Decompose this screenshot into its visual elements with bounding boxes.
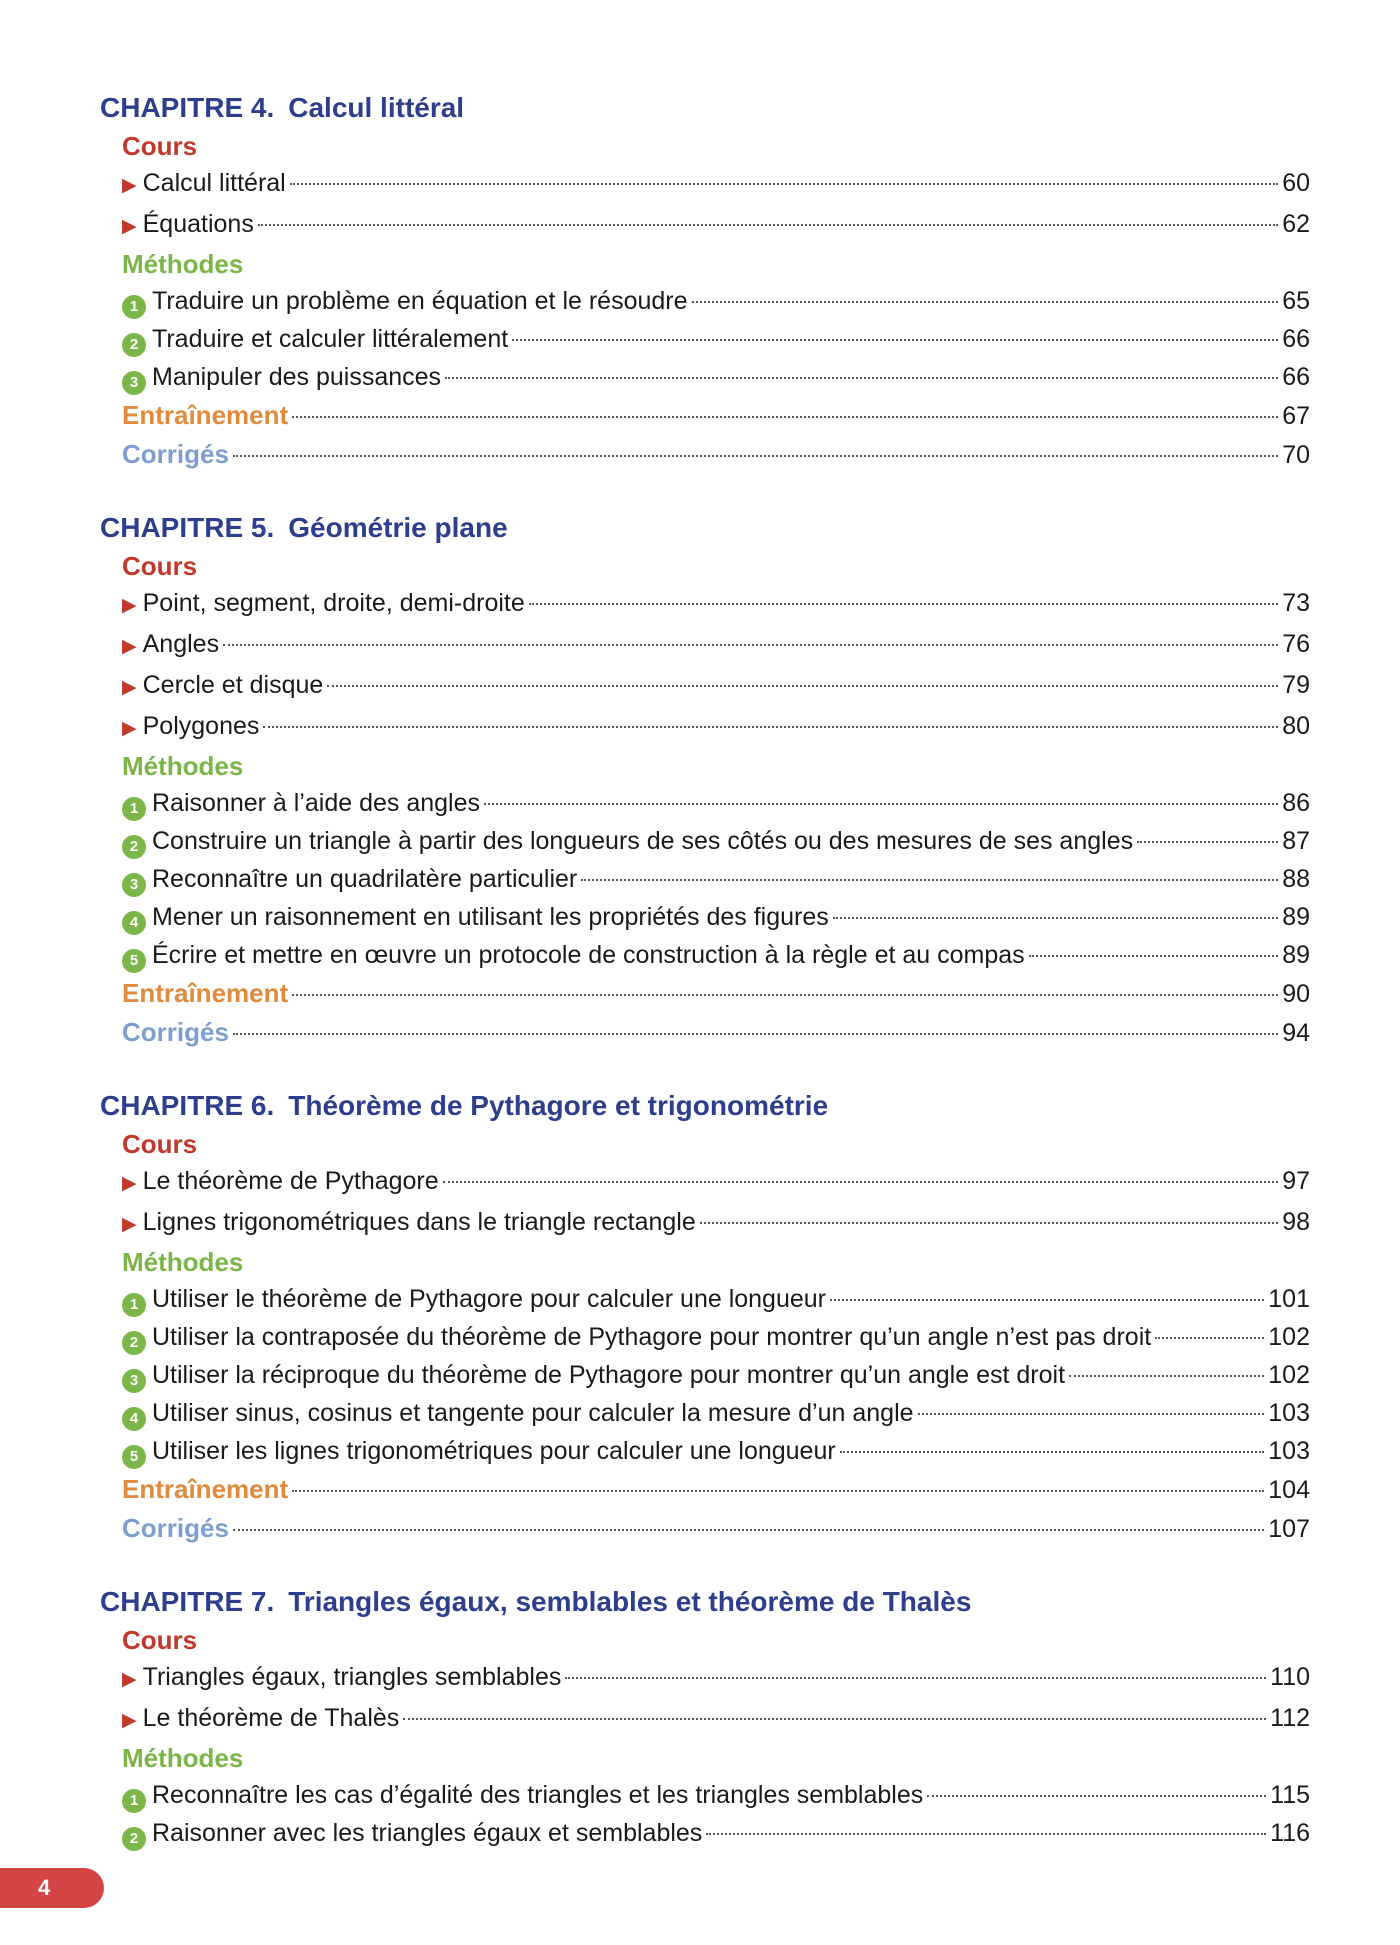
method-number-badge: 3 [122, 1369, 146, 1393]
dot-leader [529, 603, 1278, 605]
entry-label: Calcul littéral [142, 169, 286, 197]
entry-page-number: 66 [1282, 363, 1310, 391]
toc-entry[interactable] [100, 707, 1310, 748]
methodes-heading: Méthodes [122, 751, 244, 781]
dot-leader [918, 1413, 1265, 1415]
dot-leader [581, 879, 1278, 881]
toc-entry[interactable] [100, 860, 1310, 898]
triangle-bullet-icon: ▶ [122, 677, 137, 698]
dot-leader [565, 1677, 1266, 1679]
chapter-number: CHAPITRE 7. [100, 1586, 275, 1617]
toc-entry[interactable] [100, 974, 1310, 1013]
cours-heading: Cours [122, 1625, 198, 1655]
dot-leader [1029, 955, 1279, 957]
chapter-number: CHAPITRE 4. [100, 92, 275, 123]
methodes-heading: Méthodes [122, 1743, 244, 1773]
toc-entry[interactable] [100, 584, 1310, 625]
toc-entry[interactable] [100, 822, 1310, 860]
methodes-heading: Méthodes [122, 1247, 244, 1277]
table-of-contents [100, 88, 1310, 1886]
toc-entry[interactable] [100, 205, 1310, 246]
dot-leader [258, 224, 1278, 226]
dot-leader [403, 1718, 1266, 1720]
entry-label: Raisonner à l’aide des angles [152, 789, 480, 817]
toc-entry[interactable] [100, 936, 1310, 974]
toc-entry[interactable] [100, 1356, 1310, 1394]
chapter-heading [100, 88, 1310, 128]
triangle-bullet-icon: ▶ [122, 595, 137, 616]
toc-entry[interactable] [100, 320, 1310, 358]
method-number-badge: 5 [122, 1445, 146, 1469]
entry-label: Polygones [142, 712, 260, 740]
chapter-name: Triangles égaux, semblables et théorème de Thalès [288, 1586, 972, 1617]
entry-label: Traduire et calculer littéralement [152, 325, 509, 353]
entry-label: Utiliser le théorème de Pythagore pour calculer une longueur [152, 1285, 826, 1313]
entry-label: Corrigés [122, 439, 229, 469]
toc-entry[interactable] [100, 164, 1310, 205]
dot-leader [327, 685, 1278, 687]
chapter-number: CHAPITRE 6. [100, 1090, 275, 1121]
entry-label: Angles [142, 630, 220, 658]
toc-entry[interactable] [100, 1318, 1310, 1356]
entry-label: Utiliser sinus, cosinus et tangente pour calculer la mesure d’un angle [152, 1399, 914, 1427]
toc-entry[interactable] [100, 1776, 1310, 1814]
entry-label: Reconnaître un quadrilatère particulier [152, 865, 578, 893]
entry-page-number: 112 [1270, 1704, 1310, 1732]
dot-leader [840, 1451, 1265, 1453]
dot-leader [1137, 841, 1278, 843]
triangle-bullet-icon: ▶ [122, 1710, 137, 1731]
toc-entry[interactable] [100, 1470, 1310, 1509]
toc-entry[interactable] [100, 1658, 1310, 1699]
dot-leader [233, 455, 1278, 457]
chapter-name: Géométrie plane [288, 512, 508, 543]
entry-page-number: 110 [1270, 1663, 1310, 1691]
entry-page-number: 107 [1268, 1515, 1310, 1543]
entry-page-number: 73 [1282, 589, 1310, 617]
dot-leader [290, 183, 1278, 185]
dot-leader [512, 339, 1278, 341]
entry-page-number: 80 [1282, 712, 1310, 740]
entry-page-number: 97 [1282, 1167, 1310, 1195]
method-number-badge: 3 [122, 873, 146, 897]
entry-page-number: 90 [1282, 980, 1310, 1008]
entry-page-number: 98 [1282, 1208, 1310, 1236]
toc-entry[interactable] [100, 435, 1310, 474]
entry-page-number: 67 [1282, 402, 1310, 430]
chapter-name: Calcul littéral [288, 92, 465, 123]
method-number-badge: 1 [122, 1789, 146, 1813]
entry-label: Reconnaître les cas d’égalité des triangles et les triangles semblables [152, 1781, 924, 1809]
toc-entry[interactable] [100, 625, 1310, 666]
method-number-badge: 3 [122, 371, 146, 395]
chapter-name: Théorème de Pythagore et trigonométrie [288, 1090, 829, 1121]
toc-entry[interactable] [100, 1394, 1310, 1432]
entry-label: Triangles égaux, triangles semblables [142, 1663, 562, 1691]
entry-label: Construire un triangle à partir des longueurs de ses côtés ou des mesures de ses angles [152, 827, 1134, 855]
entry-label: Le théorème de Thalès [142, 1704, 400, 1732]
triangle-bullet-icon: ▶ [122, 1173, 137, 1194]
entry-page-number: 70 [1282, 441, 1310, 469]
entry-label: Mener un raisonnement en utilisant les propriétés des figures [152, 903, 829, 931]
toc-entry[interactable] [100, 1699, 1310, 1740]
entry-page-number: 60 [1282, 169, 1310, 197]
dot-leader [233, 1529, 1264, 1531]
page-number-tab: 4 [0, 1868, 104, 1908]
chapter-section [100, 1086, 1310, 1548]
entry-page-number: 102 [1268, 1323, 1310, 1351]
entry-page-number: 89 [1282, 903, 1310, 931]
dot-leader [700, 1222, 1278, 1224]
entry-label: Corrigés [122, 1513, 229, 1543]
dot-leader [233, 1033, 1278, 1035]
dot-leader [833, 917, 1278, 919]
triangle-bullet-icon: ▶ [122, 1214, 137, 1235]
dot-leader [445, 377, 1278, 379]
method-number-badge: 1 [122, 1293, 146, 1317]
method-number-badge: 1 [122, 295, 146, 319]
toc-entry[interactable] [100, 1280, 1310, 1318]
entry-page-number: 62 [1282, 210, 1310, 238]
method-number-badge: 2 [122, 1331, 146, 1355]
toc-entry[interactable] [100, 396, 1310, 435]
toc-entry[interactable] [100, 784, 1310, 822]
method-number-badge: 4 [122, 1407, 146, 1431]
entry-label: Utiliser la contraposée du théorème de Pythagore pour montrer qu’un angle n’est pas droit [152, 1323, 1152, 1351]
cours-heading: Cours [122, 131, 198, 161]
dot-leader [292, 416, 1278, 418]
entry-label: Cercle et disque [142, 671, 324, 699]
entry-page-number: 88 [1282, 865, 1310, 893]
chapter-section [100, 508, 1310, 1052]
entry-label: Utiliser la réciproque du théorème de Pythagore pour montrer qu’un angle est droit [152, 1361, 1066, 1389]
toc-entry[interactable] [100, 1814, 1310, 1852]
entry-label: Utiliser les lignes trigonométriques pour calculer une longueur [152, 1437, 836, 1465]
cours-heading: Cours [122, 551, 198, 581]
method-number-badge: 2 [122, 333, 146, 357]
dot-leader [706, 1833, 1266, 1835]
method-number-badge: 4 [122, 911, 146, 935]
chapter-heading [100, 1086, 1310, 1126]
dot-leader [927, 1795, 1266, 1797]
chapter-number: CHAPITRE 5. [100, 512, 275, 543]
entry-page-number: 103 [1268, 1399, 1310, 1427]
cours-heading: Cours [122, 1129, 198, 1159]
entry-page-number: 115 [1270, 1781, 1310, 1809]
entry-page-number: 87 [1282, 827, 1310, 855]
methodes-heading: Méthodes [122, 249, 244, 279]
toc-entry[interactable] [100, 1432, 1310, 1470]
method-number-badge: 2 [122, 835, 146, 859]
dot-leader [292, 994, 1278, 996]
dot-leader [1155, 1337, 1264, 1339]
entry-label: Écrire et mettre en œuvre un protocole de construction à la règle et au compas [152, 941, 1025, 969]
entry-page-number: 94 [1282, 1019, 1310, 1047]
method-number-badge: 2 [122, 1827, 146, 1851]
entry-page-number: 76 [1282, 630, 1310, 658]
entry-page-number: 104 [1268, 1476, 1310, 1504]
dot-leader [1069, 1375, 1264, 1377]
toc-entry[interactable] [100, 1162, 1310, 1203]
entry-page-number: 102 [1268, 1361, 1310, 1389]
entry-label: Raisonner avec les triangles égaux et semblables [152, 1819, 703, 1847]
entry-label: Corrigés [122, 1017, 229, 1047]
dot-leader [484, 803, 1278, 805]
entry-label: Lignes trigonométriques dans le triangle rectangle [142, 1208, 696, 1236]
toc-entry[interactable] [100, 1509, 1310, 1548]
triangle-bullet-icon: ▶ [122, 175, 137, 196]
chapter-heading [100, 1582, 1310, 1622]
triangle-bullet-icon: ▶ [122, 216, 137, 237]
chapter-section [100, 1582, 1310, 1852]
entry-page-number: 66 [1282, 325, 1310, 353]
triangle-bullet-icon: ▶ [122, 636, 137, 657]
toc-entry[interactable] [100, 1013, 1310, 1052]
toc-entry[interactable] [100, 282, 1310, 320]
triangle-bullet-icon: ▶ [122, 1669, 137, 1690]
chapter-heading [100, 508, 1310, 548]
entry-label: Manipuler des puissances [152, 363, 442, 391]
toc-entry[interactable] [100, 1203, 1310, 1244]
entry-page-number: 86 [1282, 789, 1310, 817]
toc-entry[interactable] [100, 666, 1310, 707]
entry-page-number: 116 [1270, 1819, 1310, 1847]
entry-label: Point, segment, droite, demi-droite [142, 589, 525, 617]
entry-label: Entraînement [122, 978, 289, 1008]
chapter-section [100, 88, 1310, 474]
method-number-badge: 5 [122, 949, 146, 973]
entry-label: Entraînement [122, 400, 289, 430]
entry-page-number: 89 [1282, 941, 1310, 969]
toc-entry[interactable] [100, 358, 1310, 396]
dot-leader [692, 301, 1279, 303]
entry-page-number: 65 [1282, 287, 1310, 315]
entry-page-number: 79 [1282, 671, 1310, 699]
triangle-bullet-icon: ▶ [122, 718, 137, 739]
entry-label: Entraînement [122, 1474, 289, 1504]
dot-leader [223, 644, 1278, 646]
dot-leader [263, 726, 1278, 728]
entry-page-number: 101 [1268, 1285, 1310, 1313]
method-number-badge: 1 [122, 797, 146, 821]
dot-leader [292, 1490, 1264, 1492]
entry-label: Le théorème de Pythagore [142, 1167, 439, 1195]
entry-label: Traduire un problème en équation et le résoudre [152, 287, 688, 315]
dot-leader [830, 1299, 1264, 1301]
toc-entry[interactable] [100, 898, 1310, 936]
entry-page-number: 103 [1268, 1437, 1310, 1465]
entry-label: Équations [142, 210, 254, 238]
dot-leader [443, 1181, 1279, 1183]
